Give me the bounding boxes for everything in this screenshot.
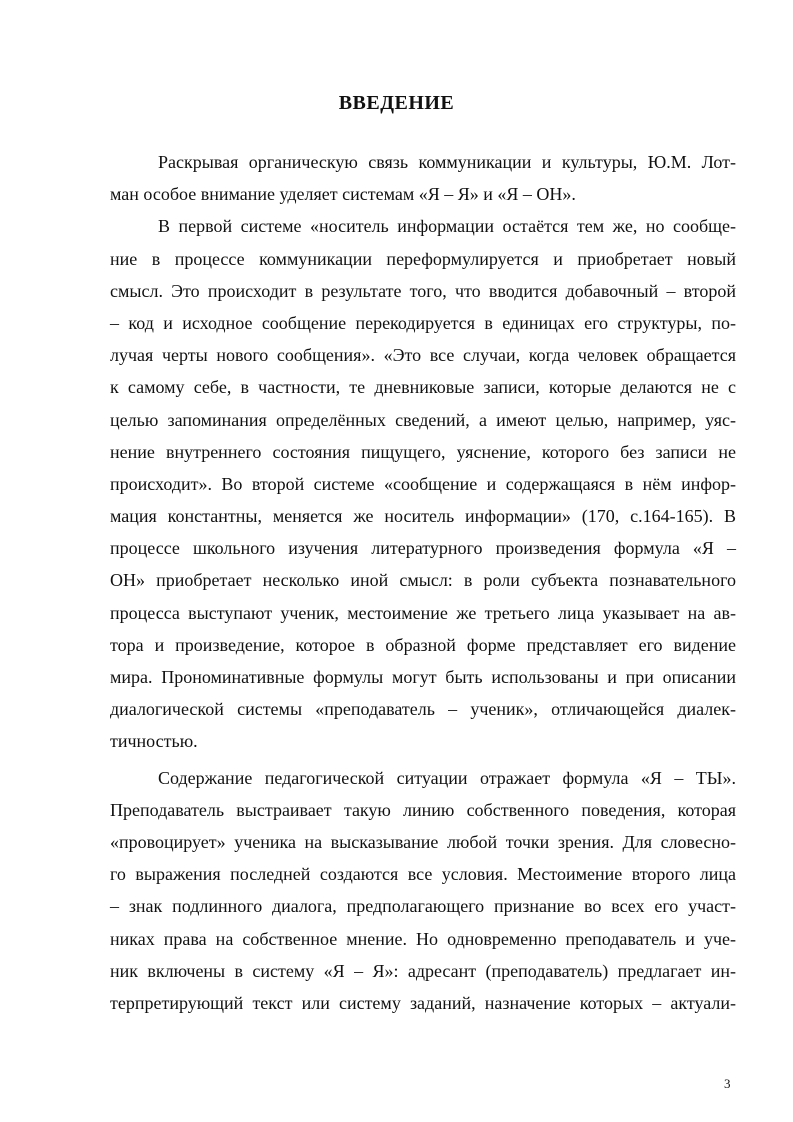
paragraph-line: ман особое внимание уделяет системам «Я – Я» и «Я – ОН». [110, 184, 576, 205]
paragraph-line: процессе школьного изучения литературного произведения формула «Я – [110, 538, 736, 559]
paragraph-line: к самому себе, в частности, те дневниковые записи, которые делаются не с [110, 377, 736, 398]
page-number: 3 [724, 1076, 731, 1091]
paragraph-line: ОН» приобретает несколько иной смысл: в роли субъекта познавательного [110, 570, 736, 591]
paragraph-line: терпретирующий текст или систему заданий, назначение которых – актуали- [110, 992, 736, 1013]
paragraph-line: смысл. Это происходит в результате того, что вводится добавочный – второй [110, 280, 736, 301]
paragraph-line: Преподаватель выстраивает такую линию собственного поведения, которая [110, 799, 736, 820]
paragraph-line: тора и произведение, которое в образной форме представляет его видение [110, 634, 736, 655]
paragraph-line: – знак подлинного диалога, предполагающего признание во всех его участ- [110, 896, 736, 917]
paragraph-line: В первой системе «носитель информации остаётся тем же, но сообще- [158, 216, 736, 237]
paragraph-line: нение внутреннего состояния пищущего, уяснение, которого без записи не [110, 441, 736, 462]
paragraph-line: тичностью. [110, 731, 198, 752]
paragraph-line: целью запоминания определённых сведений, а имеют целью, например, уяс- [110, 409, 736, 430]
paragraph-line: диалогической системы «преподаватель – ученик», отличающейся диалек- [110, 699, 736, 720]
paragraph-line: ник включены в систему «Я – Я»: адресант (преподаватель) предлагает ин- [110, 960, 736, 981]
paragraph-line: происходит». Во второй системе «сообщение и содержащаяся в нём инфор- [110, 473, 736, 494]
paragraph-line: процесса выступают ученик, местоимение же третьего лица указывает на ав- [110, 602, 736, 623]
paragraph-line: лучая черты нового сообщения». «Это все случаи, когда человек обращается [110, 345, 736, 366]
paragraph-line: Раскрывая органическую связь коммуникации и культуры, Ю.М. Лот- [158, 152, 736, 172]
paragraph-line: мация константны, меняется же носитель информации» (170, с.164-165). В [110, 506, 736, 527]
body-text [110, 146, 736, 1019]
page-title: ВВЕДЕНИЕ [338, 92, 455, 114]
paragraph-line: го выражения последней создаются все условия. Местоимение второго лица [110, 864, 736, 885]
paragraph-line: «провоцирует» ученика на высказывание любой точки зрения. Для словесно- [110, 831, 736, 852]
paragraph-line: – код и исходное сообщение перекодируется в единицах его структуры, по- [110, 312, 736, 333]
paragraph-line: никах права на собственное мнение. Но одновременно преподаватель и уче- [110, 928, 736, 949]
paragraph-line: Содержание педагогической ситуации отражает формула «Я – ТЫ». [158, 767, 736, 788]
paragraph-line: ние в процессе коммуникации переформулируется и приобретает новый [110, 248, 736, 269]
paragraph-line: мира. Прономинативные формулы могут быть использованы и при описании [110, 667, 736, 687]
